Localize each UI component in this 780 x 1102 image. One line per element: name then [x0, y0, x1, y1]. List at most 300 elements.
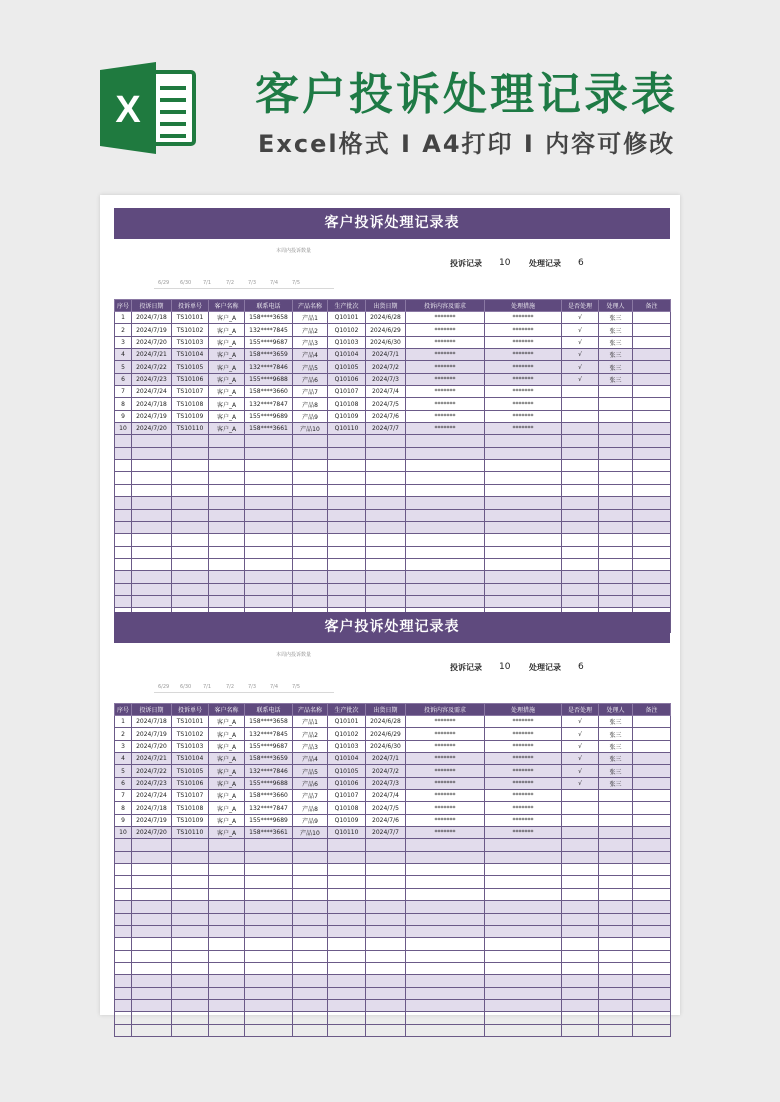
cell-col-phone[interactable]: 132****7845	[245, 324, 293, 336]
cell-col-date[interactable]	[132, 435, 172, 447]
cell-col-customer[interactable]	[209, 497, 245, 509]
cell-col-content[interactable]	[406, 876, 485, 888]
cell-col-remark[interactable]	[633, 888, 671, 900]
cell-col-date[interactable]	[132, 1024, 172, 1036]
cell-col-handled[interactable]	[562, 497, 599, 509]
cell-col-handler[interactable]	[599, 802, 633, 814]
cell-col-measure[interactable]: *******	[485, 827, 562, 839]
cell-col-batch[interactable]	[328, 925, 366, 937]
cell-col-no[interactable]	[115, 938, 132, 950]
cell-col-phone[interactable]	[245, 851, 293, 863]
cell-col-product[interactable]	[293, 876, 328, 888]
cell-col-customer[interactable]	[209, 864, 245, 876]
cell-col-product[interactable]	[293, 839, 328, 851]
cell-col-content[interactable]	[406, 546, 485, 558]
cell-col-content[interactable]	[406, 962, 485, 974]
cell-col-handled[interactable]	[562, 962, 599, 974]
cell-col-ticket[interactable]	[172, 509, 209, 521]
cell-col-ticket[interactable]: TS10106	[172, 373, 209, 385]
cell-col-date[interactable]	[132, 925, 172, 937]
cell-col-remark[interactable]	[633, 962, 671, 974]
cell-col-ship-date[interactable]	[366, 472, 406, 484]
cell-col-no[interactable]: 4	[115, 349, 132, 361]
cell-col-phone[interactable]	[245, 913, 293, 925]
cell-col-batch[interactable]: Q10102	[328, 324, 366, 336]
cell-col-handler[interactable]	[599, 410, 633, 422]
cell-col-date[interactable]: 2024/7/18	[132, 716, 172, 728]
cell-col-phone[interactable]	[245, 497, 293, 509]
cell-col-handler[interactable]	[599, 851, 633, 863]
cell-col-batch[interactable]	[328, 987, 366, 999]
cell-col-handler[interactable]	[599, 913, 633, 925]
cell-col-customer[interactable]	[209, 938, 245, 950]
cell-col-phone[interactable]	[245, 534, 293, 546]
cell-col-measure[interactable]: *******	[485, 777, 562, 789]
cell-col-no[interactable]: 9	[115, 410, 132, 422]
cell-col-phone[interactable]	[245, 975, 293, 987]
cell-col-product[interactable]	[293, 497, 328, 509]
cell-col-ship-date[interactable]	[366, 950, 406, 962]
cell-col-content[interactable]: *******	[406, 324, 485, 336]
cell-col-remark[interactable]	[633, 571, 671, 583]
cell-col-remark[interactable]	[633, 497, 671, 509]
cell-col-customer[interactable]	[209, 999, 245, 1011]
cell-col-handled[interactable]	[562, 558, 599, 570]
cell-col-ticket[interactable]	[172, 583, 209, 595]
cell-col-customer[interactable]: 客户_A	[209, 410, 245, 422]
cell-col-customer[interactable]: 客户_A	[209, 827, 245, 839]
cell-col-ticket[interactable]: TS10103	[172, 740, 209, 752]
cell-col-handler[interactable]	[599, 423, 633, 435]
cell-col-measure[interactable]	[485, 472, 562, 484]
cell-col-customer[interactable]	[209, 962, 245, 974]
cell-col-content[interactable]: *******	[406, 728, 485, 740]
cell-col-content[interactable]: *******	[406, 386, 485, 398]
cell-col-ship-date[interactable]: 2024/7/7	[366, 827, 406, 839]
cell-col-ticket[interactable]	[172, 460, 209, 472]
cell-col-batch[interactable]	[328, 1012, 366, 1024]
cell-col-handled[interactable]: √	[562, 361, 599, 373]
cell-col-phone[interactable]: 155****9688	[245, 777, 293, 789]
cell-col-date[interactable]: 2024/7/19	[132, 410, 172, 422]
cell-col-measure[interactable]: *******	[485, 765, 562, 777]
cell-col-no[interactable]: 8	[115, 802, 132, 814]
cell-col-product[interactable]: 产品8	[293, 802, 328, 814]
cell-col-content[interactable]	[406, 497, 485, 509]
cell-col-measure[interactable]	[485, 913, 562, 925]
cell-col-handled[interactable]	[562, 876, 599, 888]
cell-col-product[interactable]	[293, 851, 328, 863]
cell-col-customer[interactable]: 客户_A	[209, 728, 245, 740]
cell-col-product[interactable]	[293, 925, 328, 937]
cell-col-phone[interactable]	[245, 864, 293, 876]
cell-col-remark[interactable]	[633, 950, 671, 962]
cell-col-date[interactable]: 2024/7/20	[132, 740, 172, 752]
cell-col-ticket[interactable]: TS10101	[172, 716, 209, 728]
cell-col-handler[interactable]	[599, 1012, 633, 1024]
cell-col-phone[interactable]	[245, 888, 293, 900]
cell-col-product[interactable]: 产品7	[293, 790, 328, 802]
cell-col-ship-date[interactable]	[366, 534, 406, 546]
cell-col-batch[interactable]: Q10104	[328, 349, 366, 361]
cell-col-measure[interactable]	[485, 975, 562, 987]
cell-col-product[interactable]	[293, 484, 328, 496]
cell-col-date[interactable]	[132, 583, 172, 595]
cell-col-content[interactable]	[406, 864, 485, 876]
cell-col-handler[interactable]	[599, 398, 633, 410]
cell-col-no[interactable]: 5	[115, 361, 132, 373]
cell-col-date[interactable]: 2024/7/18	[132, 398, 172, 410]
cell-col-phone[interactable]: 155****9689	[245, 410, 293, 422]
cell-col-date[interactable]	[132, 571, 172, 583]
cell-col-no[interactable]	[115, 472, 132, 484]
cell-col-no[interactable]	[115, 950, 132, 962]
cell-col-remark[interactable]	[633, 447, 671, 459]
cell-col-date[interactable]	[132, 534, 172, 546]
cell-col-customer[interactable]	[209, 839, 245, 851]
cell-col-product[interactable]	[293, 546, 328, 558]
cell-col-product[interactable]: 产品9	[293, 814, 328, 826]
cell-col-phone[interactable]: 158****3660	[245, 386, 293, 398]
cell-col-ticket[interactable]: TS10106	[172, 777, 209, 789]
cell-col-no[interactable]	[115, 839, 132, 851]
cell-col-remark[interactable]	[633, 521, 671, 533]
cell-col-remark[interactable]	[633, 975, 671, 987]
cell-col-handled[interactable]: √	[562, 777, 599, 789]
cell-col-batch[interactable]: Q10105	[328, 361, 366, 373]
cell-col-content[interactable]	[406, 987, 485, 999]
cell-col-product[interactable]	[293, 558, 328, 570]
cell-col-measure[interactable]	[485, 534, 562, 546]
cell-col-ship-date[interactable]	[366, 460, 406, 472]
cell-col-batch[interactable]: Q10110	[328, 827, 366, 839]
cell-col-measure[interactable]	[485, 1024, 562, 1036]
cell-col-customer[interactable]	[209, 484, 245, 496]
cell-col-phone[interactable]: 132****7846	[245, 361, 293, 373]
cell-col-measure[interactable]	[485, 447, 562, 459]
cell-col-measure[interactable]: *******	[485, 716, 562, 728]
cell-col-no[interactable]: 7	[115, 790, 132, 802]
cell-col-remark[interactable]	[633, 460, 671, 472]
cell-col-customer[interactable]	[209, 521, 245, 533]
cell-col-no[interactable]	[115, 987, 132, 999]
cell-col-content[interactable]: *******	[406, 361, 485, 373]
cell-col-remark[interactable]	[633, 765, 671, 777]
cell-col-no[interactable]	[115, 583, 132, 595]
cell-col-handled[interactable]	[562, 546, 599, 558]
cell-col-content[interactable]	[406, 999, 485, 1011]
cell-col-handled[interactable]	[562, 571, 599, 583]
cell-col-content[interactable]	[406, 851, 485, 863]
cell-col-handler[interactable]	[599, 447, 633, 459]
cell-col-ticket[interactable]	[172, 839, 209, 851]
cell-col-phone[interactable]	[245, 1024, 293, 1036]
cell-col-handled[interactable]: √	[562, 753, 599, 765]
cell-col-handler[interactable]	[599, 521, 633, 533]
cell-col-ship-date[interactable]	[366, 497, 406, 509]
cell-col-content[interactable]	[406, 460, 485, 472]
cell-col-phone[interactable]	[245, 472, 293, 484]
cell-col-remark[interactable]	[633, 740, 671, 752]
cell-col-measure[interactable]	[485, 864, 562, 876]
cell-col-ticket[interactable]	[172, 864, 209, 876]
cell-col-ship-date[interactable]	[366, 925, 406, 937]
cell-col-customer[interactable]	[209, 472, 245, 484]
cell-col-handler[interactable]: 张三	[599, 716, 633, 728]
cell-col-handled[interactable]: √	[562, 349, 599, 361]
cell-col-phone[interactable]	[245, 484, 293, 496]
cell-col-ticket[interactable]	[172, 938, 209, 950]
cell-col-date[interactable]: 2024/7/20	[132, 423, 172, 435]
cell-col-ship-date[interactable]	[366, 521, 406, 533]
cell-col-measure[interactable]	[485, 571, 562, 583]
cell-col-no[interactable]	[115, 901, 132, 913]
cell-col-content[interactable]	[406, 435, 485, 447]
cell-col-date[interactable]	[132, 938, 172, 950]
cell-col-product[interactable]: 产品1	[293, 716, 328, 728]
cell-col-ship-date[interactable]	[366, 484, 406, 496]
cell-col-product[interactable]: 产品6	[293, 777, 328, 789]
cell-col-measure[interactable]: *******	[485, 740, 562, 752]
cell-col-measure[interactable]: *******	[485, 336, 562, 348]
cell-col-measure[interactable]	[485, 888, 562, 900]
cell-col-ship-date[interactable]	[366, 509, 406, 521]
cell-col-customer[interactable]: 客户_A	[209, 386, 245, 398]
cell-col-ticket[interactable]: TS10107	[172, 386, 209, 398]
cell-col-ship-date[interactable]	[366, 987, 406, 999]
cell-col-remark[interactable]	[633, 336, 671, 348]
cell-col-product[interactable]: 产品8	[293, 398, 328, 410]
cell-col-batch[interactable]	[328, 534, 366, 546]
cell-col-phone[interactable]	[245, 558, 293, 570]
cell-col-batch[interactable]	[328, 864, 366, 876]
cell-col-product[interactable]	[293, 938, 328, 950]
cell-col-measure[interactable]	[485, 497, 562, 509]
cell-col-handler[interactable]	[599, 460, 633, 472]
cell-col-ship-date[interactable]	[366, 938, 406, 950]
cell-col-no[interactable]	[115, 595, 132, 607]
cell-col-date[interactable]	[132, 901, 172, 913]
cell-col-handled[interactable]	[562, 1012, 599, 1024]
cell-col-no[interactable]: 1	[115, 716, 132, 728]
cell-col-content[interactable]	[406, 1024, 485, 1036]
cell-col-batch[interactable]	[328, 571, 366, 583]
cell-col-remark[interactable]	[633, 410, 671, 422]
cell-col-measure[interactable]	[485, 558, 562, 570]
cell-col-ticket[interactable]: TS10105	[172, 765, 209, 777]
cell-col-content[interactable]	[406, 571, 485, 583]
cell-col-product[interactable]: 产品2	[293, 728, 328, 740]
cell-col-ship-date[interactable]: 2024/7/2	[366, 361, 406, 373]
cell-col-date[interactable]	[132, 509, 172, 521]
cell-col-handled[interactable]	[562, 987, 599, 999]
cell-col-measure[interactable]: *******	[485, 324, 562, 336]
cell-col-handler[interactable]	[599, 595, 633, 607]
cell-col-handler[interactable]	[599, 484, 633, 496]
cell-col-product[interactable]: 产品9	[293, 410, 328, 422]
cell-col-handler[interactable]	[599, 975, 633, 987]
cell-col-remark[interactable]	[633, 373, 671, 385]
cell-col-no[interactable]	[115, 999, 132, 1011]
cell-col-handler[interactable]	[599, 876, 633, 888]
cell-col-no[interactable]	[115, 546, 132, 558]
cell-col-ship-date[interactable]: 2024/7/3	[366, 373, 406, 385]
cell-col-handled[interactable]	[562, 975, 599, 987]
cell-col-content[interactable]: *******	[406, 790, 485, 802]
cell-col-product[interactable]: 产品10	[293, 827, 328, 839]
cell-col-date[interactable]	[132, 950, 172, 962]
cell-col-no[interactable]	[115, 1012, 132, 1024]
cell-col-handled[interactable]: √	[562, 740, 599, 752]
cell-col-handler[interactable]	[599, 509, 633, 521]
cell-col-batch[interactable]: Q10106	[328, 373, 366, 385]
cell-col-measure[interactable]	[485, 484, 562, 496]
cell-col-no[interactable]: 2	[115, 728, 132, 740]
cell-col-date[interactable]	[132, 975, 172, 987]
cell-col-handler[interactable]: 张三	[599, 361, 633, 373]
cell-col-ticket[interactable]	[172, 950, 209, 962]
cell-col-handler[interactable]	[599, 999, 633, 1011]
cell-col-ship-date[interactable]: 2024/6/30	[366, 740, 406, 752]
cell-col-date[interactable]: 2024/7/18	[132, 802, 172, 814]
cell-col-date[interactable]	[132, 864, 172, 876]
cell-col-phone[interactable]	[245, 435, 293, 447]
cell-col-batch[interactable]: Q10103	[328, 336, 366, 348]
cell-col-content[interactable]: *******	[406, 814, 485, 826]
cell-col-customer[interactable]	[209, 851, 245, 863]
cell-col-date[interactable]	[132, 595, 172, 607]
cell-col-handled[interactable]	[562, 1024, 599, 1036]
cell-col-customer[interactable]: 客户_A	[209, 373, 245, 385]
cell-col-date[interactable]: 2024/7/24	[132, 790, 172, 802]
cell-col-remark[interactable]	[633, 999, 671, 1011]
cell-col-product[interactable]	[293, 460, 328, 472]
cell-col-date[interactable]: 2024/7/19	[132, 324, 172, 336]
cell-col-content[interactable]: *******	[406, 740, 485, 752]
cell-col-customer[interactable]: 客户_A	[209, 349, 245, 361]
cell-col-batch[interactable]: Q10107	[328, 790, 366, 802]
cell-col-handled[interactable]: √	[562, 324, 599, 336]
cell-col-remark[interactable]	[633, 913, 671, 925]
cell-col-handler[interactable]	[599, 925, 633, 937]
cell-col-handled[interactable]	[562, 595, 599, 607]
cell-col-customer[interactable]: 客户_A	[209, 765, 245, 777]
cell-col-measure[interactable]: *******	[485, 423, 562, 435]
cell-col-ship-date[interactable]	[366, 1012, 406, 1024]
cell-col-date[interactable]	[132, 460, 172, 472]
cell-col-handler[interactable]: 张三	[599, 765, 633, 777]
cell-col-ticket[interactable]	[172, 999, 209, 1011]
cell-col-customer[interactable]: 客户_A	[209, 312, 245, 324]
cell-col-handled[interactable]	[562, 790, 599, 802]
cell-col-ticket[interactable]	[172, 595, 209, 607]
cell-col-content[interactable]: *******	[406, 827, 485, 839]
cell-col-product[interactable]	[293, 1012, 328, 1024]
cell-col-remark[interactable]	[633, 484, 671, 496]
cell-col-ticket[interactable]: TS10107	[172, 790, 209, 802]
cell-col-measure[interactable]: *******	[485, 349, 562, 361]
cell-col-remark[interactable]	[633, 876, 671, 888]
cell-col-date[interactable]: 2024/7/19	[132, 814, 172, 826]
cell-col-remark[interactable]	[633, 558, 671, 570]
cell-col-handled[interactable]	[562, 814, 599, 826]
cell-col-remark[interactable]	[633, 938, 671, 950]
cell-col-handler[interactable]	[599, 534, 633, 546]
cell-col-ticket[interactable]	[172, 521, 209, 533]
cell-col-handled[interactable]	[562, 423, 599, 435]
cell-col-handled[interactable]	[562, 460, 599, 472]
cell-col-product[interactable]	[293, 888, 328, 900]
cell-col-phone[interactable]	[245, 962, 293, 974]
cell-col-no[interactable]: 1	[115, 312, 132, 324]
cell-col-handled[interactable]	[562, 521, 599, 533]
cell-col-customer[interactable]	[209, 546, 245, 558]
cell-col-phone[interactable]	[245, 925, 293, 937]
cell-col-batch[interactable]	[328, 913, 366, 925]
cell-col-no[interactable]	[115, 851, 132, 863]
cell-col-measure[interactable]	[485, 901, 562, 913]
cell-col-remark[interactable]	[633, 753, 671, 765]
cell-col-measure[interactable]: *******	[485, 373, 562, 385]
cell-col-product[interactable]	[293, 583, 328, 595]
cell-col-customer[interactable]	[209, 1024, 245, 1036]
cell-col-ticket[interactable]	[172, 558, 209, 570]
cell-col-customer[interactable]: 客户_A	[209, 361, 245, 373]
cell-col-no[interactable]	[115, 435, 132, 447]
cell-col-ticket[interactable]	[172, 851, 209, 863]
cell-col-date[interactable]: 2024/7/22	[132, 765, 172, 777]
cell-col-no[interactable]	[115, 962, 132, 974]
cell-col-phone[interactable]	[245, 901, 293, 913]
cell-col-phone[interactable]	[245, 546, 293, 558]
cell-col-content[interactable]: *******	[406, 398, 485, 410]
cell-col-content[interactable]	[406, 925, 485, 937]
cell-col-handled[interactable]	[562, 888, 599, 900]
cell-col-ship-date[interactable]	[366, 571, 406, 583]
cell-col-customer[interactable]	[209, 876, 245, 888]
cell-col-handler[interactable]	[599, 839, 633, 851]
cell-col-remark[interactable]	[633, 349, 671, 361]
cell-col-handler[interactable]	[599, 386, 633, 398]
cell-col-product[interactable]	[293, 1024, 328, 1036]
cell-col-no[interactable]	[115, 558, 132, 570]
cell-col-no[interactable]	[115, 975, 132, 987]
cell-col-handler[interactable]	[599, 888, 633, 900]
cell-col-date[interactable]	[132, 521, 172, 533]
cell-col-date[interactable]: 2024/7/22	[132, 361, 172, 373]
cell-col-date[interactable]	[132, 484, 172, 496]
cell-col-content[interactable]	[406, 484, 485, 496]
cell-col-date[interactable]	[132, 472, 172, 484]
cell-col-no[interactable]: 2	[115, 324, 132, 336]
cell-col-ticket[interactable]: TS10102	[172, 728, 209, 740]
cell-col-phone[interactable]	[245, 595, 293, 607]
cell-col-batch[interactable]	[328, 583, 366, 595]
cell-col-product[interactable]	[293, 999, 328, 1011]
cell-col-handler[interactable]	[599, 497, 633, 509]
cell-col-measure[interactable]: *******	[485, 790, 562, 802]
cell-col-no[interactable]	[115, 509, 132, 521]
cell-col-ship-date[interactable]: 2024/7/1	[366, 349, 406, 361]
cell-col-date[interactable]	[132, 497, 172, 509]
cell-col-content[interactable]	[406, 472, 485, 484]
cell-col-date[interactable]	[132, 876, 172, 888]
cell-col-product[interactable]	[293, 435, 328, 447]
cell-col-remark[interactable]	[633, 595, 671, 607]
cell-col-handler[interactable]	[599, 1024, 633, 1036]
cell-col-product[interactable]	[293, 950, 328, 962]
cell-col-no[interactable]	[115, 913, 132, 925]
